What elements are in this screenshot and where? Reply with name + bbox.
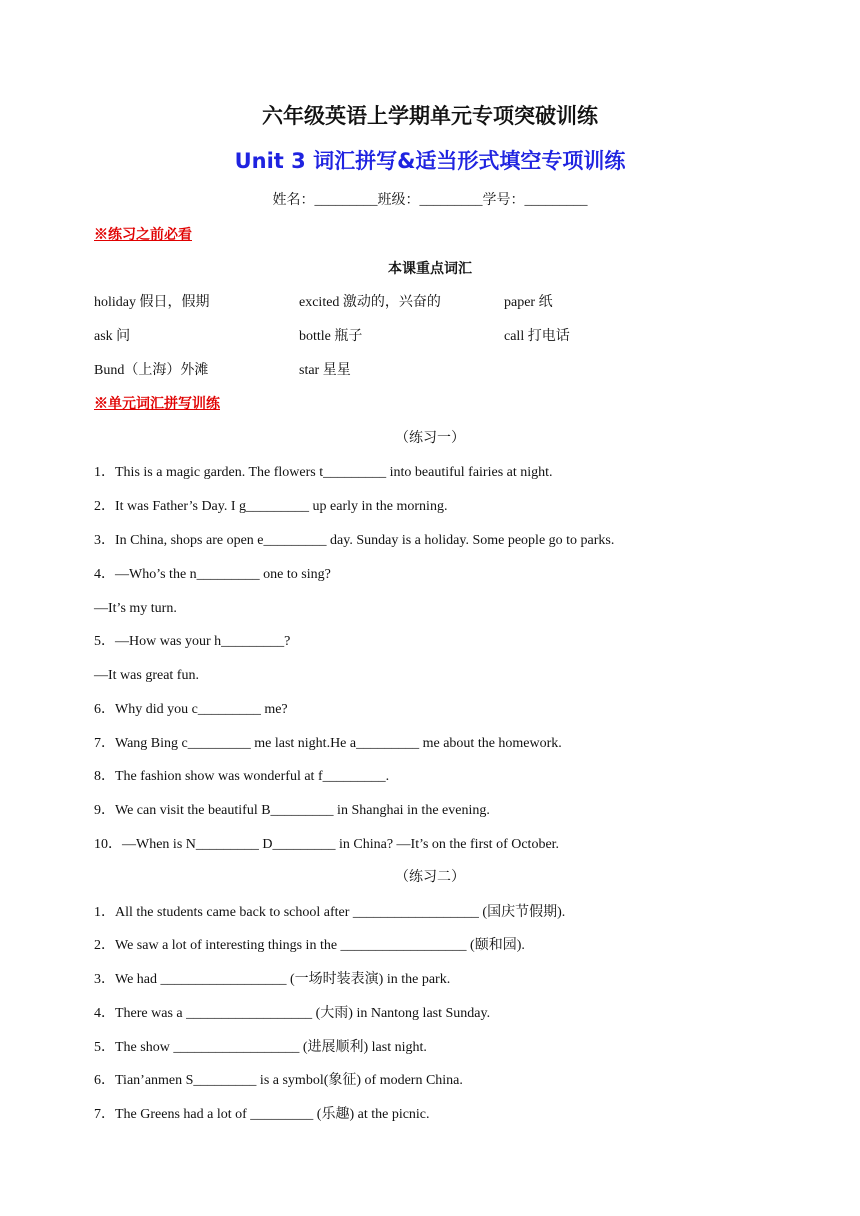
unit-subtitle: Unit 3 词汇拼写&适当形式填空专项训练 [234,149,626,173]
notice-heading: ※练习之前必看 [94,228,192,243]
question-line: 3．We had __________________ (一场时装表演) in the park. [94,972,451,987]
vocab-item: paper 纸 [504,295,553,310]
answer-line: —It’s my turn. [94,601,177,616]
question-line: 1．All the students came back to school after __________________ (国庆节假期). [94,905,566,920]
question-line: 4．There was a __________________ (大雨) in Nantong last Sunday. [94,1006,491,1021]
page-title: 六年级英语上学期单元专项突破训练 [262,104,598,128]
exercise2-heading: （练习二） [395,870,465,885]
student-info-line: 姓名：_________班级：_________学号：_________ [272,193,588,208]
question-line: 2．We saw a lot of interesting things in the __________________ (颐和园). [94,938,525,953]
exercise1-heading: （练习一） [395,431,465,446]
vocab-item: excited 激动的，兴奋的 [299,295,441,310]
question-line: 1．This is a magic garden. The flowers t_________ into beautiful fairies at night. [94,465,553,480]
question-line: 7．The Greens had a lot of _________ (乐趣) at the picnic. [94,1107,430,1122]
vocab-item: holiday 假日，假期 [94,295,210,310]
vocab-item: call 打电话 [504,329,570,344]
question-line: 8．The fashion show was wonderful at f_________. [94,769,390,784]
vocab-item: star 星星 [299,363,351,378]
spelling-heading: ※单元词汇拼写训练 [94,397,220,412]
answer-line: —It was great fun. [94,668,199,683]
question-line: 10．—When is N_________ D_________ in China? —It’s on the first of October. [94,837,560,852]
vocab-title: 本课重点词汇 [388,262,472,277]
question-line: 7．Wang Bing c_________ me last night.He a_________ me about the homework. [94,736,562,751]
question-line: 2．It was Father’s Day. I g_________ up early in the morning. [94,499,448,514]
question-line: 5．—How was your h_________? [94,634,291,649]
vocab-item: ask 问 [94,329,131,344]
question-line: 4．—Who’s the n_________ one to sing? [94,567,331,582]
question-line: 3．In China, shops are open e_________ day. Sunday is a holiday. Some people go to parks. [94,533,615,548]
question-line: 6．Tian’anmen S_________ is a symbol(象征) of modern China. [94,1073,463,1088]
question-line: 6．Why did you c_________ me? [94,702,288,717]
question-line: 5．The show __________________ (进展顺利) last night. [94,1040,427,1055]
vocab-item: Bund（上海）外滩 [94,363,209,378]
question-line: 9．We can visit the beautiful B_________ in Shanghai in the evening. [94,803,490,818]
vocab-item: bottle 瓶子 [299,329,363,344]
